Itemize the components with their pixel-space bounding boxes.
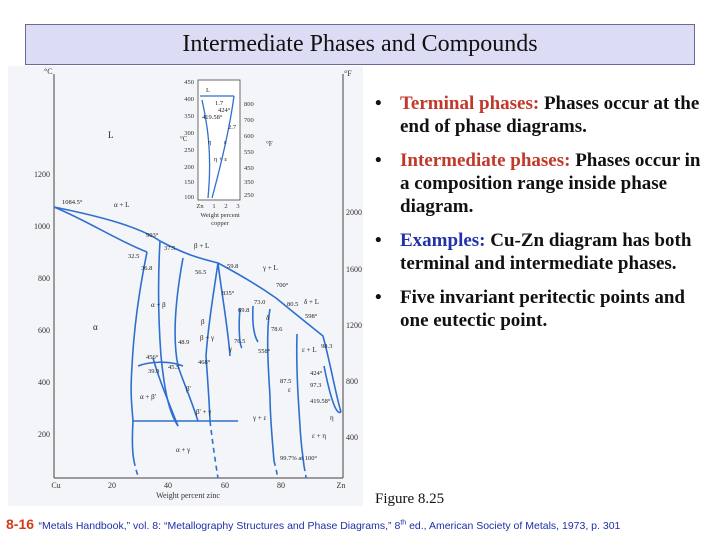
inset-f-tick: 550 [244, 149, 254, 156]
phase-label: γ + ε [253, 414, 267, 422]
point-label: 99.7% at 100° [280, 455, 318, 462]
inset-f-tick: 250 [244, 192, 254, 199]
point-label: 835° [222, 290, 235, 297]
point-label: 98.3 [321, 343, 333, 350]
bullet-dot: • [375, 93, 382, 114]
bullet-item [375, 229, 710, 275]
slide-number: 8-16 [6, 516, 35, 532]
citation-sup: th [400, 519, 407, 527]
point-label: 32.5 [128, 253, 140, 260]
citation-text-end: ed., American Society of Metals, 1973, p. 301 [406, 520, 621, 532]
point-label: 598° [305, 313, 318, 320]
x-tick: 80 [277, 481, 285, 490]
x-tick: Cu [51, 481, 61, 490]
inset-f-tick: 600 [244, 133, 254, 140]
bullet-term: Terminal phases: [400, 93, 540, 114]
phase-label: β' + γ [196, 408, 212, 416]
bullet-term: Intermediate phases: [400, 150, 571, 171]
inset-label: 424° [218, 107, 231, 114]
x-tick: 20 [108, 481, 116, 490]
phase-label: γ [229, 345, 233, 353]
phase-label: ε + L [302, 346, 317, 354]
point-label: 48.9 [178, 339, 190, 346]
bullet-dot: • [375, 287, 382, 308]
phase-label: β' [186, 385, 191, 393]
inset-label: 1.7 [215, 100, 224, 107]
point-label: 56.5 [195, 269, 207, 276]
f-tick: 2000 [346, 208, 362, 217]
phase-label: ε [288, 386, 291, 394]
inset-f-tick: 700 [244, 117, 254, 124]
point-label: 468° [198, 359, 211, 366]
f-tick: 400 [346, 433, 358, 442]
bullet-text: Phases occur at the end of phase diagrams. [400, 93, 700, 137]
phase-label: δ [266, 314, 270, 322]
point-label: 78.6 [271, 326, 283, 333]
bullet-dot: • [375, 150, 382, 171]
inset-label: 419.58° [202, 114, 223, 121]
inset-f-tick: 800 [244, 101, 254, 108]
point-label: 456° [146, 354, 159, 361]
citation-text: “Metals Handbook,” vol. 8: “Metallography Structures and Phase Diagrams,” 8 [38, 520, 401, 532]
inset-f-tick: 350 [244, 179, 254, 186]
c-tick: 1200 [34, 170, 50, 179]
c-tick: 200 [38, 430, 50, 439]
phase-label: α + β [151, 301, 166, 309]
inset-c-tick: 450 [184, 79, 194, 86]
inset-c-tick: 400 [184, 96, 194, 103]
point-label: 80.5 [287, 301, 299, 308]
figure-caption: Figure 8.25 [375, 491, 445, 507]
x-tick: Zn [336, 481, 346, 490]
inset-label: η + ε [214, 156, 228, 163]
c-tick: 600 [38, 326, 50, 335]
f-tick: 1200 [346, 321, 362, 330]
unit-fahrenheit: °F [344, 69, 352, 78]
inset-x-tick: 1 [212, 203, 216, 210]
inset-unit-celsius: °C [180, 135, 188, 143]
inset-label: 2.7 [228, 124, 237, 131]
inset-c-tick: 150 [184, 179, 194, 186]
point-label: 37.5 [164, 245, 176, 252]
phase-label: α + L [114, 201, 130, 209]
point-label: 87.5 [280, 378, 292, 385]
point-label: 36.8 [141, 265, 153, 272]
inset-x-tick: 3 [236, 203, 240, 210]
bullet-list [375, 92, 710, 343]
bullet-text: Cu-Zn diagram has both terminal and intermediate phases. [400, 230, 692, 274]
inset-x-tick: 2 [224, 203, 228, 210]
phase-label: α [93, 322, 98, 332]
point-label: 59.8 [227, 263, 239, 270]
f-tick: 1600 [346, 265, 362, 274]
inset-unit-fahrenheit: °F [266, 140, 273, 148]
inset-c-tick: 200 [184, 164, 194, 171]
phase-label: L [108, 130, 114, 140]
bullet-text: Phases occur in a composition range inside phase diagram. [400, 150, 701, 217]
phase-label: η [330, 414, 334, 422]
inset-label: ε [224, 139, 227, 146]
inset-c-tick: 350 [184, 113, 194, 120]
c-tick: 400 [38, 378, 50, 387]
c-tick: 1000 [34, 222, 50, 231]
point-label: 424° [310, 370, 323, 377]
inset-x-tick: Zn [196, 203, 204, 210]
phase-label: β [201, 318, 205, 326]
bullet-item [375, 286, 710, 332]
phase-label: α + β' [140, 393, 156, 401]
phase-label: α + γ [176, 446, 191, 454]
cu-zn-phase-diagram [8, 66, 363, 506]
point-label: 700° [276, 282, 289, 289]
inset-label: L [206, 87, 210, 94]
inset-c-tick: 100 [184, 194, 194, 201]
phase-label: β + L [194, 242, 210, 250]
x-tick: 60 [221, 481, 229, 490]
slide-title: Intermediate Phases and Compounds [25, 24, 695, 65]
inset-label: η [208, 139, 212, 146]
x-tick: 40 [164, 481, 172, 490]
point-label: 45.5 [168, 364, 180, 371]
point-label: 558° [258, 348, 271, 355]
point-label: 1084.5° [62, 199, 83, 206]
phase-label: δ + L [304, 298, 320, 306]
point-label: 39.0 [148, 368, 160, 375]
unit-celsius: °C [44, 67, 53, 76]
c-tick: 800 [38, 274, 50, 283]
bullet-dot: • [375, 230, 382, 251]
point-label: 73.0 [254, 299, 266, 306]
f-tick: 800 [346, 377, 358, 386]
phase-label: γ + L [263, 264, 278, 272]
point-label: 97.3 [310, 382, 322, 389]
inset-x-label: Weight percent [200, 212, 240, 219]
point-label: 419.58° [310, 398, 331, 405]
phase-label: β + γ [200, 334, 215, 342]
inset-c-tick: 250 [184, 147, 194, 154]
point-label: 76.5 [234, 338, 246, 345]
inset-f-tick: 450 [244, 165, 254, 172]
inset-c-tick: 300 [184, 130, 194, 137]
bullet-item [375, 149, 710, 218]
bullet-term: Examples: [400, 230, 486, 251]
point-label: 903° [146, 232, 159, 239]
citation [38, 520, 620, 532]
bullet-text: Five invariant peritectic points and one eutectic point. [400, 287, 685, 331]
bullet-item [375, 92, 710, 138]
footer [6, 516, 620, 534]
point-label: 69.8 [238, 307, 250, 314]
inset-x-label: copper [211, 220, 229, 227]
x-axis-label: Weight percent zinc [156, 491, 220, 500]
phase-label: ε + η [312, 432, 327, 440]
